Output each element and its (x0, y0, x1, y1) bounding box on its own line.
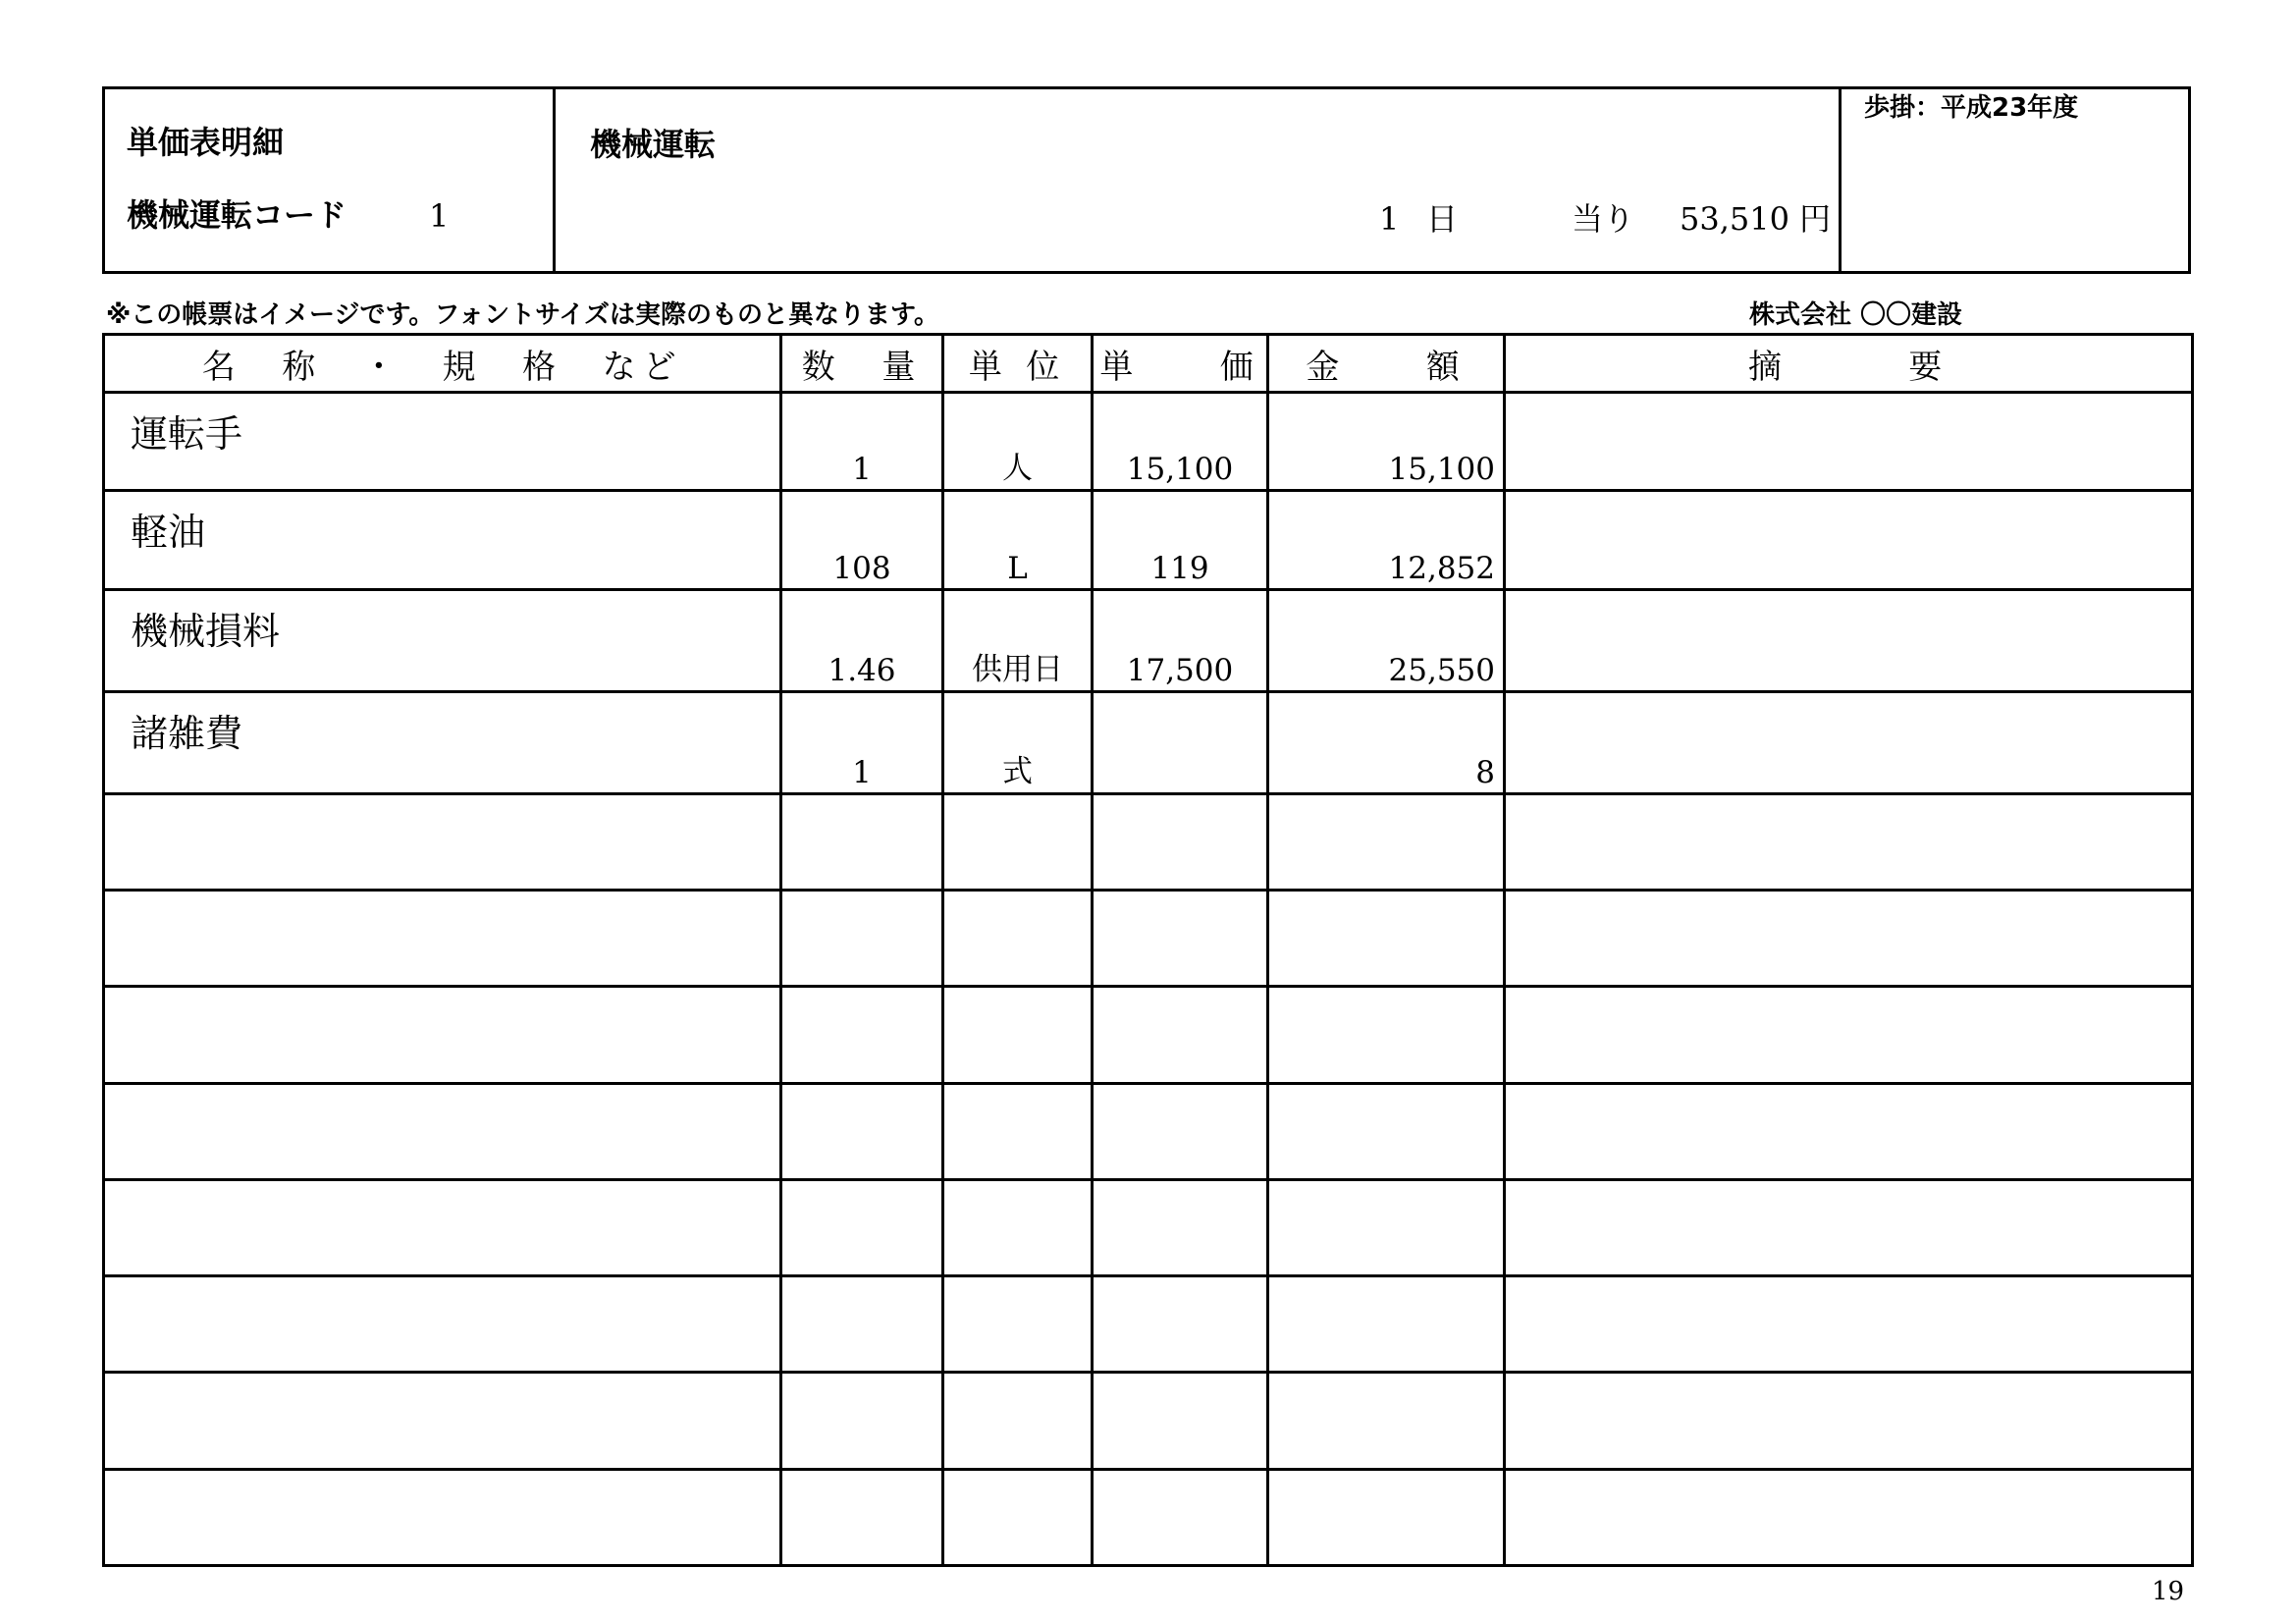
page-number: 19 (2152, 1577, 2185, 1606)
cell-remarks (1505, 1179, 2193, 1275)
cell-qty (781, 589, 943, 691)
cell-remarks (1505, 987, 2193, 1083)
cell-name (104, 691, 781, 793)
cell-remarks (1505, 589, 2193, 691)
cell-amount-text: 25,550 (1388, 652, 1495, 688)
table-row (104, 987, 2193, 1083)
code-value: 1 (429, 197, 450, 235)
cell-remarks (1505, 891, 2193, 987)
cell-unit (943, 691, 1093, 793)
cell-unit-text: L (1007, 550, 1028, 586)
col-header-price: 単 価 (1093, 335, 1268, 393)
cell-price (1093, 1373, 1268, 1469)
table-row (104, 393, 2193, 491)
cell-remarks (1505, 491, 2193, 589)
cell-unit (943, 891, 1093, 987)
cell-price (1093, 491, 1268, 589)
cell-name (104, 987, 781, 1083)
rate-note: 歩掛：平成23年度 (1864, 93, 2079, 123)
table-row (104, 1373, 2193, 1469)
cell-remarks (1505, 393, 2193, 491)
cell-remarks (1505, 1469, 2193, 1565)
cell-remarks (1505, 1083, 2193, 1179)
cell-qty (781, 1179, 943, 1275)
cell-qty-text: 108 (832, 550, 891, 586)
form-title: 単価表明細 (127, 124, 285, 161)
cell-name (104, 1469, 781, 1565)
table-row (104, 589, 2193, 691)
cell-remarks (1505, 691, 2193, 793)
cell-price-text: 119 (1150, 550, 1209, 586)
cell-name (104, 491, 781, 589)
cell-unit-text: 人 (1002, 451, 1033, 487)
cell-qty (781, 794, 943, 891)
cell-amount-text: 15,100 (1388, 452, 1495, 488)
cell-unit-text: 供用日 (972, 651, 1063, 687)
disclaimer-note: ※この帳票はイメージです。フォントサイズは実際のものと異なります。 (106, 300, 939, 330)
cell-qty-text: 1 (852, 452, 872, 488)
cell-price (1093, 1179, 1268, 1275)
cell-amount (1268, 794, 1505, 891)
per-label: 当り (1572, 200, 1635, 238)
cell-unit (943, 1469, 1093, 1565)
cell-name (104, 1373, 781, 1469)
cell-unit (943, 794, 1093, 891)
cell-amount-text: 8 (1475, 755, 1495, 790)
cell-amount (1268, 891, 1505, 987)
cell-name-text: 諸雑費 (131, 711, 243, 755)
cell-amount (1268, 491, 1505, 589)
cell-unit (943, 589, 1093, 691)
cell-price (1093, 589, 1268, 691)
header-divider-right (1839, 89, 1842, 271)
col-header-qty: 数 量 (781, 335, 943, 393)
cell-unit (943, 987, 1093, 1083)
cell-amount (1268, 589, 1505, 691)
cell-name-text: 機械損料 (131, 609, 281, 653)
cell-price (1093, 794, 1268, 891)
header-divider-left (553, 89, 556, 271)
cell-name (104, 589, 781, 691)
table-row (104, 1469, 2193, 1565)
cell-name (104, 891, 781, 987)
currency-label: 円 (1799, 200, 1832, 238)
cell-name (104, 1276, 781, 1373)
cell-price (1093, 1469, 1268, 1565)
detail-table (102, 333, 2194, 1567)
table-row (104, 1179, 2193, 1275)
cell-qty (781, 491, 943, 589)
col-header-remarks: 摘 要 (1505, 335, 2193, 393)
cell-remarks (1505, 794, 2193, 891)
cell-price-text: 15,100 (1126, 452, 1234, 488)
cell-unit-text: 式 (1002, 754, 1033, 789)
cell-name-text: 運転手 (131, 412, 243, 456)
table-row (104, 491, 2193, 589)
company-name: 株式会社 〇〇建設 (1749, 300, 1963, 330)
header-box (102, 86, 2191, 274)
cell-unit (943, 1083, 1093, 1179)
col-header-name: 名 称 ・ 規 格 など (104, 335, 781, 393)
cell-name (104, 794, 781, 891)
cell-price (1093, 1083, 1268, 1179)
cell-amount (1268, 1179, 1505, 1275)
cell-price (1093, 891, 1268, 987)
cell-amount (1268, 691, 1505, 793)
cell-amount (1268, 1373, 1505, 1469)
col-header-unit: 単 位 (943, 335, 1093, 393)
cell-amount (1268, 1083, 1505, 1179)
cell-unit (943, 1373, 1093, 1469)
table-row (104, 891, 2193, 987)
cell-qty (781, 1373, 943, 1469)
cell-remarks (1505, 1373, 2193, 1469)
cell-price (1093, 987, 1268, 1083)
cell-remarks (1505, 1276, 2193, 1373)
table-header-row (104, 335, 2193, 393)
code-label: 機械運転コード (127, 196, 347, 234)
cell-qty (781, 1276, 943, 1373)
table-row (104, 691, 2193, 793)
cell-unit (943, 1276, 1093, 1373)
cell-qty (781, 691, 943, 793)
cell-price (1093, 393, 1268, 491)
item-name: 機械運転 (590, 126, 717, 163)
cell-name (104, 1083, 781, 1179)
table-row (104, 1083, 2193, 1179)
cell-amount-text: 12,852 (1388, 550, 1495, 586)
per-qty: 1 (1379, 200, 1400, 238)
per-unit: 日 (1426, 200, 1459, 238)
cell-price-text: 17,500 (1126, 652, 1234, 688)
cell-price (1093, 1276, 1268, 1373)
col-header-amount: 金 額 (1268, 335, 1505, 393)
cell-qty (781, 1083, 943, 1179)
unit-price: 53,510 (1680, 200, 1789, 238)
cell-name (104, 393, 781, 491)
cell-unit (943, 491, 1093, 589)
table-row (104, 1276, 2193, 1373)
cell-amount (1268, 1276, 1505, 1373)
cell-price (1093, 691, 1268, 793)
cell-name-text: 軽油 (131, 511, 206, 555)
cell-qty-text: 1 (852, 755, 872, 790)
cell-qty (781, 1469, 943, 1565)
cell-unit (943, 1179, 1093, 1275)
cell-qty-text: 1.46 (828, 652, 896, 688)
cell-amount (1268, 393, 1505, 491)
cell-qty (781, 393, 943, 491)
cell-amount (1268, 1469, 1505, 1565)
cell-amount (1268, 987, 1505, 1083)
cell-name (104, 1179, 781, 1275)
cell-qty (781, 891, 943, 987)
cell-qty (781, 987, 943, 1083)
cell-unit (943, 393, 1093, 491)
table-row (104, 794, 2193, 891)
